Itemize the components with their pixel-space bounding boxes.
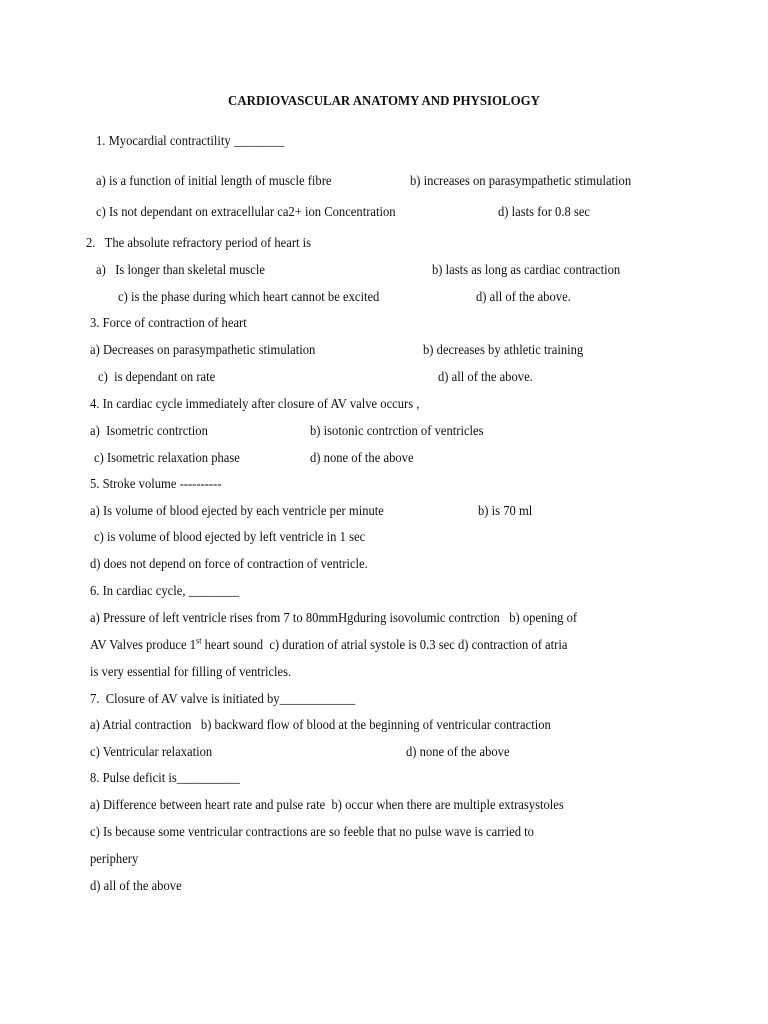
q3-option-d: d) all of the above.: [438, 370, 533, 385]
q2-option-b: b) lasts as long as cardiac contraction: [432, 263, 621, 278]
q7-option-d: d) none of the above: [406, 745, 510, 760]
q1-question: 1. Myocardial contractility ________: [96, 134, 285, 149]
q1-option-c: c) Is not dependant on extracellular ca2+ ion Concentration: [96, 205, 396, 220]
q5-option-a: a) Is volume of blood ejected by each ventricle per minute: [90, 504, 384, 519]
q5-option-b: b) is 70 ml: [478, 504, 533, 519]
q8-question: 8. Pulse deficit is__________: [90, 771, 240, 786]
q8-option-d: d) all of the above: [90, 879, 182, 894]
q7-options-ab: a) Atrial contraction b) backward flow of blood at the beginning of ventricular contraction: [90, 718, 551, 733]
q2-option-d: d) all of the above.: [476, 290, 571, 305]
q2-option-c: c) is the phase during which heart cannot be excited: [118, 290, 380, 305]
q7-question: 7. Closure of AV valve is initiated by____________: [90, 692, 356, 707]
q7-option-c: c) Ventricular relaxation: [90, 745, 213, 760]
q2-option-a: a) Is longer than skeletal muscle: [96, 263, 266, 278]
q5-option-c: c) is volume of blood ejected by left ventricle in 1 sec: [94, 530, 366, 545]
q1-option-d: d) lasts for 0.8 sec: [498, 205, 591, 220]
q6-options-line-3: is very essential for filling of ventricles.: [90, 665, 292, 680]
q3-option-b: b) decreases by athletic training: [423, 343, 584, 358]
q6-line-2-start: AV Valves produce 1: [90, 638, 197, 653]
page-title: CARDIOVASCULAR ANATOMY AND PHYSIOLOGY: [228, 94, 540, 109]
q8-option-c-line-2: periphery: [90, 852, 139, 867]
q3-option-c: c) is dependant on rate: [98, 370, 216, 385]
q6-line-2-end: heart sound c) duration of atrial systole is 0.3 sec d) contraction of atria: [201, 638, 568, 653]
q2-question: 2. The absolute refractory period of heart is: [86, 236, 312, 251]
q1-option-b: b) increases on parasympathetic stimulation: [410, 174, 632, 189]
q3-option-a: a) Decreases on parasympathetic stimulation: [90, 343, 316, 358]
q6-options-line-2: [90, 635, 568, 654]
q5-question: 5. Stroke volume ----------: [90, 477, 222, 492]
q3-question: 3. Force of contraction of heart: [90, 316, 247, 331]
q8-options-ab: a) Difference between heart rate and pulse rate b) occur when there are multiple extrasystoles: [90, 798, 564, 813]
q4-question: 4. In cardiac cycle immediately after closure of AV valve occurs ,: [90, 397, 420, 412]
q1-option-a: a) is a function of initial length of muscle fibre: [96, 174, 332, 189]
q4-option-c: c) Isometric relaxation phase: [94, 451, 240, 466]
q4-option-d: d) none of the above: [310, 451, 414, 466]
q6-options-line-1: a) Pressure of left ventricle rises from 7 to 80mmHgduring isovolumic contrction b) opening of: [90, 611, 578, 626]
q6-question: 6. In cardiac cycle, ________: [90, 584, 240, 599]
q4-option-a: a) Isometric contrction: [90, 424, 208, 439]
q8-option-c-line-1: c) Is because some ventricular contractions are so feeble that no pulse wave is carried to: [90, 825, 534, 840]
q5-option-d: d) does not depend on force of contraction of ventricle.: [90, 557, 368, 572]
q4-option-b: b) isotonic contrction of ventricles: [310, 424, 484, 439]
q6-line-2-superscript: st: [196, 635, 202, 646]
